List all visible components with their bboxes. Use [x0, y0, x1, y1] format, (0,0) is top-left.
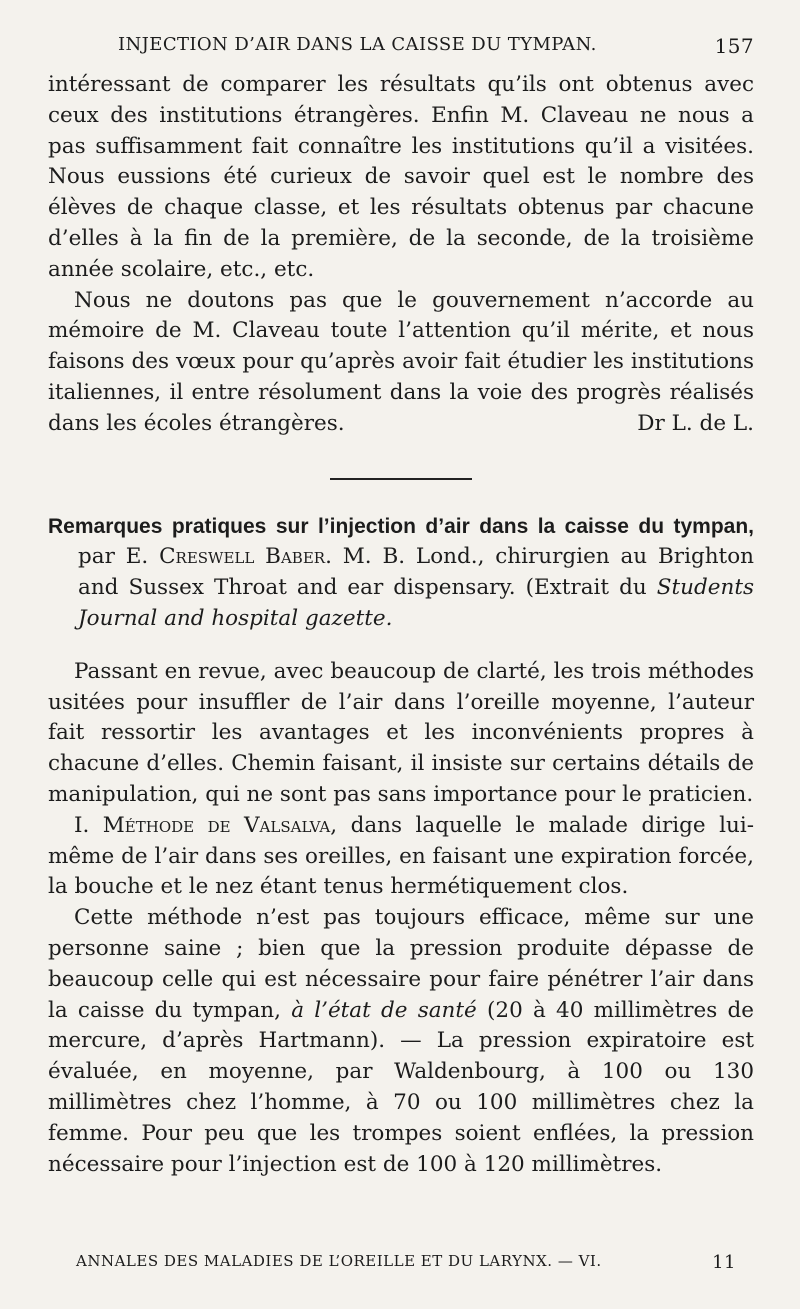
article-source: Students Journal and hospital gazette.: [78, 575, 755, 631]
article-heading: [48, 512, 754, 635]
article-paragraph-3: [48, 903, 754, 1180]
article-paragraph-2-text: dans laquelle le malade dirige lui-même de l’air dans ses oreilles, en faisant une expiration forcée, la bouche et le nez étant tenus hermétiquement clos.: [48, 812, 754, 900]
article-paragraph-3-italic: à l’état de santé: [291, 997, 477, 1023]
review-paragraph-2-text: Nous ne doutons pas que le gouvernement n’accorde au mémoire de M. Claveau toute l’attention qu’il mérite, et nous faisons des vœux pour qu’après avoir fait étudier les institutions italiennes, il entre résolument dans la voie des progrès réalisés dans les écoles étrangères.: [48, 287, 754, 436]
page-footer: [76, 1252, 736, 1273]
section-divider: [330, 478, 472, 480]
article-paragraph-3-part-a: Cette méthode n’est pas toujours efficace, même sur une personne saine ; bien que la pression produite dépasse de beaucoup celle qui est nécessaire pour faire pénétrer l’air dans la caisse du tympan,: [48, 905, 754, 1023]
footer-journal: ANNALES DES MALADIES DE L’OREILLE ET DU LARYNX. — VI.: [76, 1252, 602, 1270]
review-signature: Dr L. de L.: [637, 410, 754, 436]
review-paragraph-2: [48, 286, 754, 440]
running-title: INJECTION D’AIR DANS LA CAISSE DU TYMPAN.: [118, 34, 597, 55]
review-paragraph-1: intéressant de comparer les résultats qu’ils ont obtenus avec ceux des institutions étrangères. Enfin M. Claveau ne nous a pas suffisamment fait connaître les institutions qu’il a visitées. Nous eussions été curieux de savoir quel est le nombre des élèves de chaque classe, et les résultats obtenus par chacune d’elles à la fin de la première, de la seconde, de la troisième année scolaire, etc., etc.: [48, 72, 754, 282]
article-byline: par E.: [78, 544, 149, 570]
running-header: [0, 34, 800, 62]
article-title: Remarques pratiques sur l’injection d’air dans la caisse du tympan,: [48, 514, 754, 538]
article-author: Creswell Baber.: [159, 544, 332, 570]
article-paragraph-2: [48, 811, 754, 903]
page-body: [48, 70, 754, 1180]
article-paragraph-3-part-b: (20 à 40 millimètres de mercure, d’après Hartmann). — La pression expiratoire est évaluée, en moyenne, par Waldenbourg, à 100 ou 130 millimètres chez l’homme, à 70 ou 100 millimètres chez la femme. Pour peu que les trompes soient enflées, la pression nécessaire pour l’injection est de 100 à 120 millimètres.: [48, 997, 754, 1177]
page-number: 157: [714, 34, 754, 58]
footer-sheet-number: 11: [712, 1252, 736, 1273]
article-paragraph-1: Passant en revue, avec beaucoup de clarté, les trois méthodes usitées pour insuffler de l’air dans l’oreille moyenne, l’auteur fait ressortir les avantages et les inconvénients propres à chacune d’elles. Chemin faisant, il insiste sur certains détails de manipulation, qui ne sont pas sans importance pour le praticien.: [48, 658, 754, 807]
article-details: M. B. Lond., chirurgien au Brighton and Sussex Throat and ear dispensary. (Extrait du: [78, 544, 754, 601]
method-label: I. Méthode de Valsalva,: [74, 812, 338, 838]
